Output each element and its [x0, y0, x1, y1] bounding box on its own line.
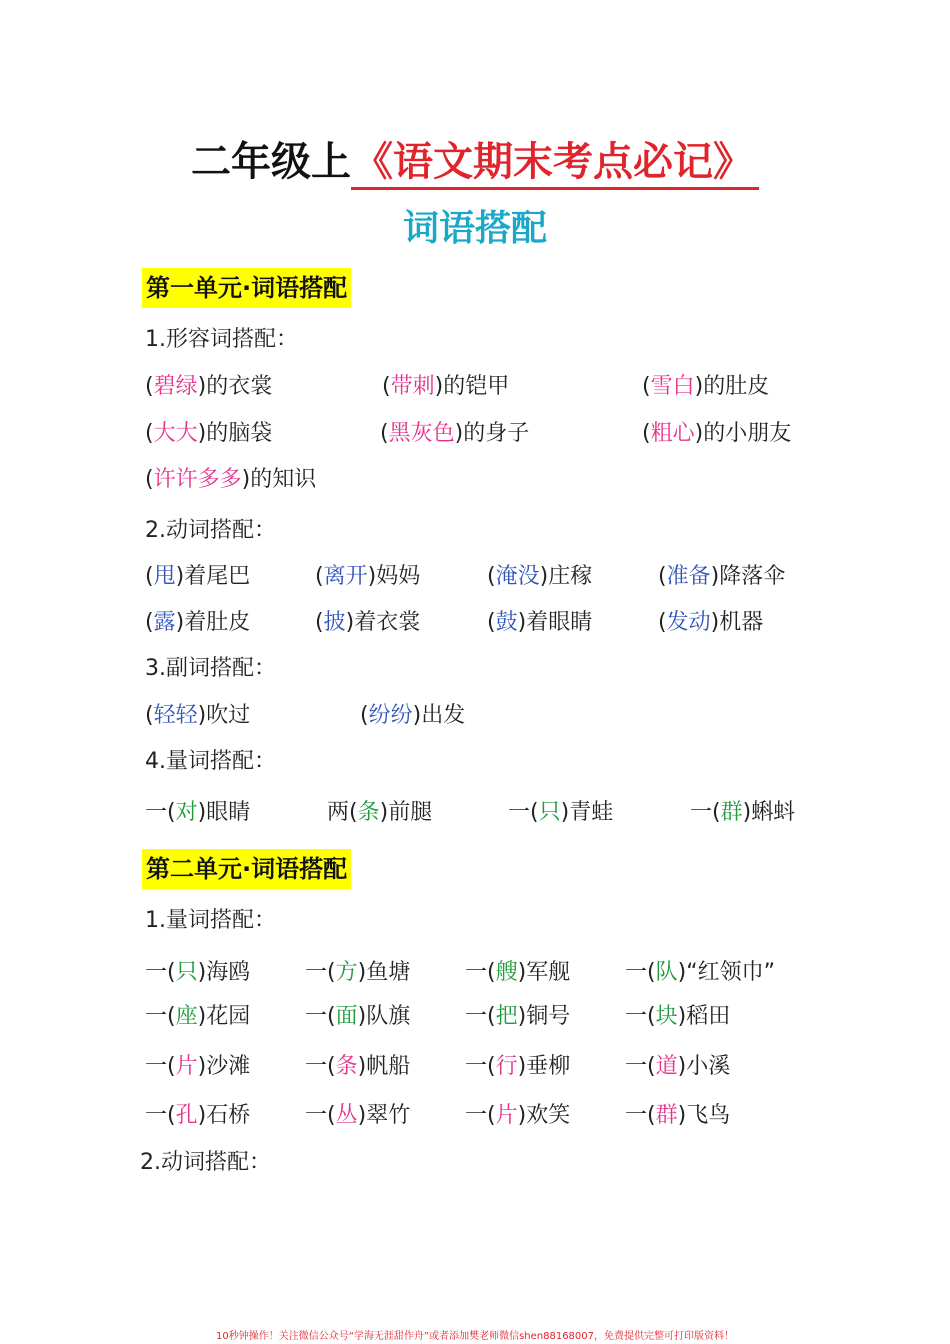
unit1-heading: 第一单元·词语搭配 [142, 268, 351, 308]
unit1-verb-label: 2.动词搭配： [145, 518, 276, 543]
list-item: (雪白)的肚皮 [642, 374, 770, 399]
list-item: (鼓)着眼睛 [487, 610, 593, 635]
list-item: 一(只)海鸥 [145, 960, 251, 985]
list-item: (许许多多)的知识 [145, 467, 317, 492]
list-item: 一(行)垂柳 [465, 1054, 571, 1079]
list-item: 一(片)沙滩 [145, 1054, 251, 1079]
unit1-adv-label: 3.副词搭配： [145, 656, 276, 681]
list-item: (黑灰色)的身子 [380, 421, 530, 446]
list-item: (纷纷)出发 [360, 703, 466, 728]
unit2-verb-label: 2.动词搭配： [140, 1150, 271, 1175]
list-item: 一(面)队旗 [305, 1004, 411, 1029]
list-item: 一(群)蝌蚪 [690, 800, 796, 825]
list-item: 一(块)稻田 [625, 1004, 731, 1029]
list-item: (准备)降落伞 [658, 564, 786, 589]
list-item: 一(丛)翠竹 [305, 1103, 411, 1128]
list-item: 一(艘)军舰 [465, 960, 571, 985]
list-item: (披)着衣裳 [315, 610, 421, 635]
list-item: (发动)机器 [658, 610, 764, 635]
list-item: (粗心)的小朋友 [642, 421, 792, 446]
page-subtitle: 词语搭配 [402, 208, 547, 249]
list-item: 一(把)铜号 [465, 1004, 571, 1029]
title-sub: 《语文期末考点必记》 [351, 139, 759, 190]
list-item: 一(条)帆船 [305, 1054, 411, 1079]
list-item: 一(方)鱼塘 [305, 960, 411, 985]
list-item: 一(道)小溪 [625, 1054, 731, 1079]
list-item: 一(孔)石桥 [145, 1103, 251, 1128]
unit2-meas-label: 1.量词搭配： [145, 908, 276, 933]
unit1-meas-label: 4.量词搭配： [145, 749, 276, 774]
unit1-adj-label: 1.形容词搭配： [145, 327, 298, 352]
list-item: 一(片)欢笑 [465, 1103, 571, 1128]
list-item: (轻轻)吹过 [145, 703, 251, 728]
list-item: (甩)着尾巴 [145, 564, 251, 589]
list-item: (淹没)庄稼 [487, 564, 593, 589]
list-item: (露)着肚皮 [145, 610, 251, 635]
title-main: 二年级上 [191, 139, 351, 185]
unit2-heading: 第二单元·词语搭配 [142, 849, 351, 889]
list-item: (碧绿)的衣裳 [145, 374, 273, 399]
page-title [0, 130, 950, 187]
list-item: 一(座)花园 [145, 1004, 251, 1029]
list-item: (带刺)的铠甲 [382, 374, 510, 399]
footer-note: 10秒钟操作！关注微信公众号“学海无涯甜作舟”或者添加樊老师微信shen88168007，免费提供完整可打印版资料！ [215, 1331, 735, 1342]
list-item: 一(群)飞鸟 [625, 1103, 731, 1128]
list-item: (离开)妈妈 [315, 564, 421, 589]
list-item: 一(对)眼睛 [145, 800, 251, 825]
list-item: 一(只)青蛙 [508, 800, 614, 825]
list-item: 一(队)“红领巾” [625, 960, 776, 985]
list-item: (大大)的脑袋 [145, 421, 273, 446]
list-item: 两(条)前腿 [327, 800, 433, 825]
